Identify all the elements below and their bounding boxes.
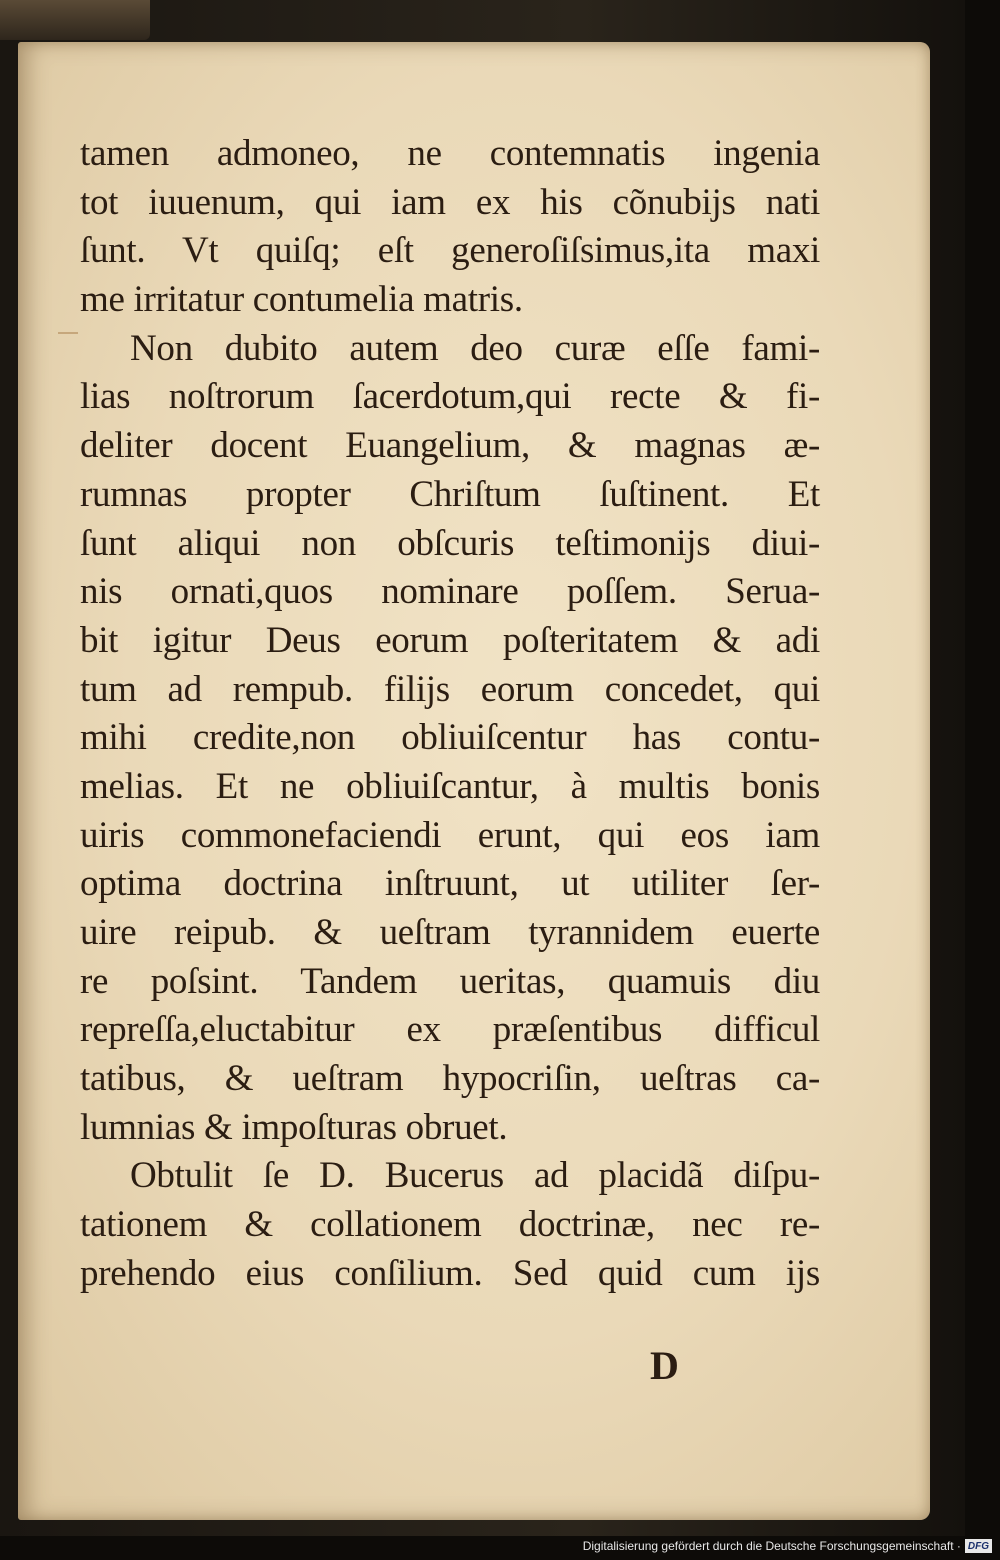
- text-line: Non dubito autem deo curæ eſſe fami-: [130, 327, 820, 369]
- text-line: deliter docent Euangelium, & magnas æ-: [80, 425, 820, 467]
- text-line: uiris commonefaciendi erunt, qui eos iam: [80, 814, 820, 856]
- book-cover-edge: [0, 0, 150, 40]
- text-line: lumnias & impoſturas obruet.: [80, 1106, 508, 1148]
- text-line: ſunt. Vt quiſq; eſt generoſiſsimus,ita maxi: [80, 230, 820, 272]
- signature-mark: D: [650, 1343, 679, 1388]
- text-line: ſunt aliqui non obſcuris teſtimonijs diui-: [80, 522, 820, 564]
- text-line: prehendo eius conſilium. Sed quid cum ijs: [80, 1252, 820, 1294]
- text-line: Obtulit ſe D. Bucerus ad placidã diſpu-: [130, 1155, 820, 1197]
- text-line: tationem & collationem doctrinæ, nec re-: [80, 1204, 820, 1246]
- text-line: tum ad rempub. filijs eorum concedet, qui: [80, 668, 820, 710]
- text-line: tamen admoneo, ne contemnatis ingenia: [80, 133, 820, 174]
- text-line: mihi credite,non obliuiſcentur has contu-: [80, 717, 820, 759]
- text-line: me irritatur contumelia matris.: [80, 279, 523, 321]
- text-line: re poſsint. Tandem ueritas, quamuis diu: [80, 960, 820, 1002]
- text-line: rumnas propter Chriſtum ſuſtinent. Et: [80, 473, 820, 515]
- text-line: bit igitur Deus eorum poſteritatem & adi: [80, 619, 820, 661]
- text-line: optima doctrina inſtruunt, ut utiliter ſer-: [80, 863, 820, 905]
- text-line: nis ornati,quos nominare poſſem. Serua-: [80, 571, 820, 613]
- page-text-block: [80, 130, 820, 1299]
- dfg-logo-icon: DFG: [965, 1539, 992, 1553]
- funding-text: Digitalisierung gefördert durch die Deutsche Forschungsgemeinschaft ·: [582, 1539, 961, 1553]
- text-line: tot iuuenum, qui iam ex his cõnubijs nati: [80, 181, 820, 223]
- text-line: repreſſa,eluctabitur ex præſentibus difficul: [80, 1009, 820, 1051]
- funding-footer: [583, 1536, 992, 1556]
- text-line: melias. Et ne obliuiſcantur, à multis bonis: [80, 765, 820, 807]
- book-page: [18, 42, 930, 1520]
- text-line: tatibus, & ueſtram hypocriſin, ueſtras ca-: [80, 1058, 820, 1100]
- text-line: uire reipub. & ueſtram tyrannidem euerte: [80, 912, 820, 953]
- margin-mark: [58, 332, 78, 334]
- text-line: lias noſtrorum ſacerdotum,qui recte & fi-: [80, 376, 820, 418]
